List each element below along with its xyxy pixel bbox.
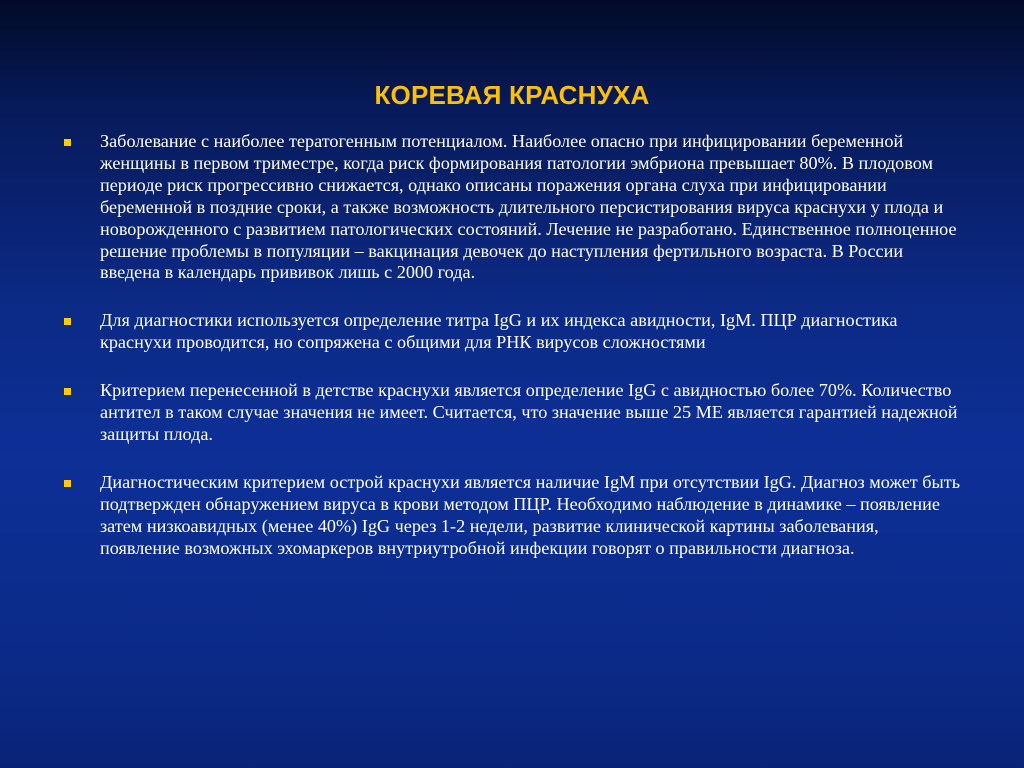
square-bullet-icon	[64, 388, 71, 395]
square-bullet-icon	[64, 318, 71, 325]
bullet-item	[64, 310, 964, 354]
bullet-text: Для диагностики используется определение титра IgG и их индекса авидности, IgM. ПЦР диагностика краснухи проводится, но сопряжена с общими для РНК вирусов сложностями	[100, 310, 898, 353]
bullet-text: Критерием перенесенной в детстве краснухи является определение IgG с авидностью более 70%. Количество антител в таком случае значения не имеет. Считается, что значение выше 25 МЕ является гарантией надежной защиты плода.	[100, 380, 958, 444]
bullet-list	[64, 131, 964, 586]
bullet-item	[64, 131, 964, 284]
square-bullet-icon	[64, 139, 71, 146]
bullet-text: Диагностическим критерием острой краснухи является наличие IgM при отсутствии IgG. Диагноз может быть подтвержден обнаружением вируса в крови методом ПЦР. Необходимо наблюдение в динамике – появление затем низкоавидных (менее 40%) IgG через 1-2 недели, развитие клинической картины заболевания, появление возможных эхомаркеров внутриутробной инфекции говорят о правильности диагноза.	[100, 471, 960, 558]
bullet-text: Заболевание с наиболее тератогенным потенциалом. Наиболее опасно при инфицировании беременной женщины в первом триместре, когда риск формирования патологии эмбриона превышает 80%. В плодовом периоде риск прогрессивно снижается, однако описаны поражения органа слуха при инфицировании беременной в поздние сроки, а также возможность длительного персистирования вируса краснухи у плода и новорожденного с развитием патологических состояний. Лечение не разработано. Единственное полноценное решение проблемы в популяции – вакцинация девочек до наступления фертильного возраста. В России введена в календарь прививок лишь с 2000 года.	[100, 131, 957, 283]
bullet-item	[64, 472, 964, 560]
slide-title: КОРЕВАЯ КРАСНУХА	[374, 80, 650, 110]
square-bullet-icon	[64, 480, 71, 487]
bullet-item	[64, 380, 964, 446]
